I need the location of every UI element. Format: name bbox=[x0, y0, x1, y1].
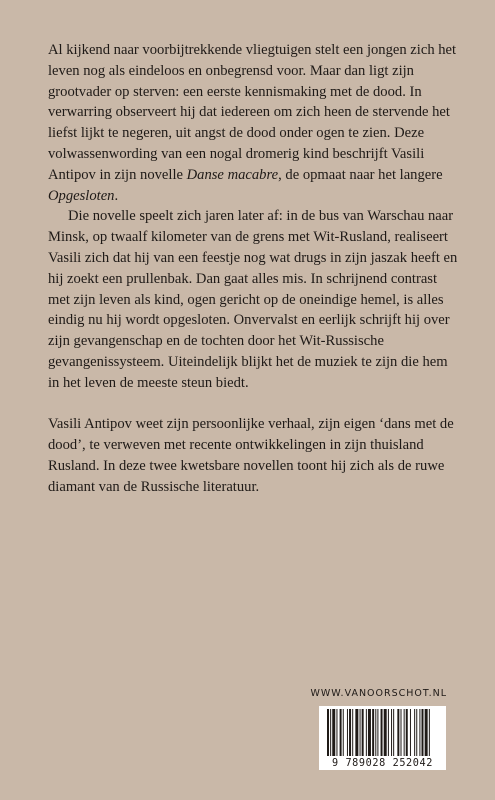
barcode-bar bbox=[410, 709, 411, 756]
barcode-bar bbox=[336, 709, 337, 756]
barcode-bar bbox=[349, 709, 351, 756]
barcode-bar bbox=[360, 709, 361, 756]
barcode-bar bbox=[362, 709, 364, 756]
barcode-bar bbox=[414, 709, 415, 756]
barcode-bar bbox=[406, 709, 408, 756]
barcode-bar bbox=[377, 709, 378, 756]
isbn-barcode bbox=[319, 706, 446, 770]
barcode-bar bbox=[372, 709, 374, 756]
barcode-bar bbox=[375, 709, 376, 756]
title-opgesloten: Opgesloten bbox=[48, 187, 115, 204]
barcode-bar bbox=[343, 709, 344, 756]
barcode-bar bbox=[393, 709, 394, 756]
barcode-bar bbox=[404, 709, 405, 756]
publisher-url: WWW.VANOORSCHOT.NL bbox=[310, 688, 447, 699]
barcode-bar bbox=[366, 709, 367, 756]
barcode-bar bbox=[401, 709, 402, 756]
back-cover-blurb bbox=[48, 40, 460, 498]
barcode-bar bbox=[422, 709, 424, 756]
barcode-bar bbox=[340, 709, 342, 756]
barcode-bar bbox=[347, 709, 348, 756]
blurb-paragraph-1-text-b: , de opmaat naar het langere bbox=[278, 166, 443, 183]
barcode-bar bbox=[425, 709, 428, 756]
blurb-paragraph-2: Die novelle speelt zich jaren later af: in de bus van Warschau naar Minsk, op twaalf kilometer van de grens met Wit-Rusland, realiseert Vasili zich dat hij van een feestje nog wat drugs in zijn jaszak heeft en hij zoekt een prullenbak. Dan gaat alles mis. In schrijnend contrast met zijn leven als kind, ogen gericht op de oneindige hemel, is alles eindig nu hij wordt opgesloten. Onvervalst en eerlijk schrijft hij over zijn gevangenschap en de tochten door het Wit-Russische gevangenissysteem. Uiteindelijk blijkt het de muziek te zijn die hem in het leven de meeste steun biedt. bbox=[48, 208, 458, 391]
blurb-paragraph-1-text-c: . bbox=[114, 187, 119, 204]
title-danse-macabre: Danse macabre bbox=[186, 166, 279, 183]
barcode-bar bbox=[384, 709, 387, 756]
barcode-bar bbox=[429, 709, 430, 756]
barcode-bar bbox=[355, 709, 358, 756]
barcode-bars bbox=[319, 706, 446, 758]
barcode-bar bbox=[391, 709, 392, 756]
barcode-bar bbox=[332, 709, 335, 756]
blurb-paragraph-1 bbox=[48, 40, 460, 206]
barcode-bar bbox=[397, 709, 399, 756]
blurb-paragraph-1-text-a: Al kijkend naar voorbijtrekkende vliegtuigen stelt een jongen zich het leven nog als eindeloos en onbegrensd voor. Maar dan ligt zijn grootvader op sterven: een eerste kennismaking met de dood. In verwarring observeert hij dat iedereen om zich heen de stervende het liefst lijkt te negeren, uit angst de dood onder ogen te zien. Deze volwassenwording van een nogal dromerig kind beschrijft Vasili Antipov in zijn novelle bbox=[48, 42, 457, 183]
barcode-bar bbox=[368, 709, 371, 756]
barcode-bar bbox=[327, 709, 329, 756]
barcode-bar bbox=[416, 709, 417, 756]
blurb-paragraph-3: Vasili Antipov weet zijn persoonlijke verhaal, zijn eigen ‘dans met de dood’, te verweven met recente ontwikkelingen in zijn thuisland Rusland. In deze twee kwetsbare novellen toont hij zich als de ruwe diamant van de Russische literatuur. bbox=[48, 416, 454, 495]
isbn-number: 9 789028 252042 bbox=[319, 757, 446, 770]
barcode-bar bbox=[419, 709, 420, 756]
barcode-bar bbox=[330, 709, 331, 756]
barcode-bar bbox=[381, 709, 383, 756]
barcode-bar bbox=[388, 709, 389, 756]
barcode-bar bbox=[352, 709, 353, 756]
